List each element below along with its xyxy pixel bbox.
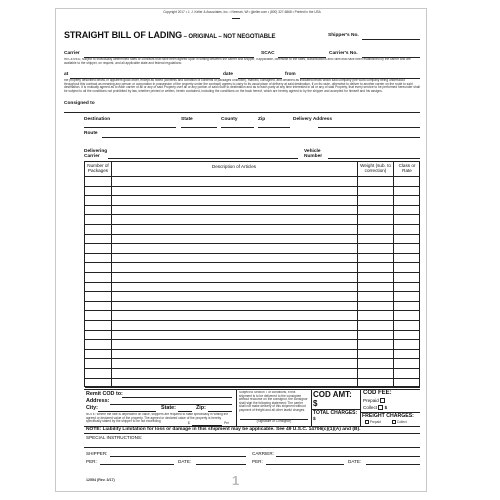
header-weight: Weight (sub. to correction): [360, 163, 391, 173]
freight-prepaid-option[interactable]: [365, 420, 381, 424]
table-row[interactable]: [85, 176, 420, 177]
special-instructions-label: SPECIAL INSTRUCTIONS:: [86, 435, 143, 440]
city-label: City:: [86, 405, 98, 411]
destination-field[interactable]: [84, 127, 176, 128]
delivery-address-field[interactable]: [318, 127, 420, 128]
table-row[interactable]: [85, 262, 420, 263]
value-note: NOTE: Where the rate is dependent on value, shippers are required to state specifically in writing the agreed or declared value of the property. The agreed or declared value of the property is hereby specifically stated by the shipper to be not exceeding: [86, 413, 229, 424]
zip-field[interactable]: [258, 127, 290, 128]
cod-prepaid-checkbox[interactable]: [380, 398, 385, 403]
from-label: from: [285, 72, 296, 77]
header-packages: Number of Packages: [87, 163, 109, 173]
carrier-date-label: DATE:: [348, 459, 362, 464]
table-row[interactable]: [85, 301, 420, 302]
freight-charges-label: FREIGHT CHARGES:: [362, 413, 414, 419]
table-row[interactable]: [85, 291, 420, 292]
cod-collect-dollar: $: [384, 405, 388, 410]
cod-prepaid-label: Prepaid: [363, 398, 379, 403]
vehicle-number-field[interactable]: [328, 158, 420, 159]
zip-label: Zip: [258, 117, 266, 122]
shippers-no-field[interactable]: [362, 39, 420, 40]
date-label: date: [223, 72, 233, 77]
divider: [360, 389, 361, 426]
cod-prepaid-option[interactable]: [363, 398, 385, 403]
title-sub: – ORIGINAL – NOT NEGOTIABLE: [182, 34, 276, 40]
vehicle-number-label: Vehicle Number: [304, 149, 323, 159]
route-label: Route: [84, 131, 98, 136]
carrier-sig-label: CARRIER:: [252, 451, 274, 456]
shippers-no-label: Shipper's No.: [328, 33, 359, 38]
header-description: Description of Articles: [211, 164, 257, 169]
form-number: 12554 (Rev. 3/17): [86, 478, 115, 482]
liability-note: NOTE: Liability Limitation for loss or damage in this shipment may be applicable. See 49 U.S.C. 14706(c)(1)(A) and (B).: [86, 427, 361, 432]
table-row[interactable]: [85, 272, 420, 273]
total-dollar: $: [313, 417, 316, 422]
zip-label-remit: Zip:: [196, 405, 206, 411]
table-row[interactable]: [85, 339, 420, 340]
state-label-remit: State:: [161, 405, 176, 411]
freight-collect-checkbox[interactable]: [392, 420, 396, 424]
property-text: the property described below, in apparent good order, except as noted (contents and condition of contents of packages unknown), marked, consigned, and destined as indicated below which said company (the word company being understood throughout this contract as meaning any person or corporation in possession of the property under the contract) agrees to carry to its usual place of delivery at said destination, if on its route, otherwise to deliver to another carrier on the route to said destination. It is mutually agreed as to each carrier of all or any of said Property over all or any portion of said route to destination and as to each party at any time interested in all or any of said Property, that every service to be performed hereunder shall be subject to all the conditions not prohibited by law, whether printed or written, herein contained, including the conditions on the back hereof, which are hereby agreed to by the shipper and accepted for himself and his assigns.: [64, 79, 420, 93]
shipper-label: SHIPPER:: [86, 451, 108, 456]
delivery-address-label: Delivery Address: [293, 117, 333, 122]
carriers-no-label: Carrier's No.: [329, 51, 358, 56]
bill-of-lading-form: [55, 8, 427, 492]
cod-collect-label: Collect: [363, 405, 378, 410]
table-row[interactable]: [85, 205, 420, 206]
special-instructions-field[interactable]: [84, 447, 420, 448]
state-field[interactable]: [181, 127, 217, 128]
destination-label: Destination: [84, 117, 111, 122]
form-title: [64, 30, 275, 40]
freight-collect-label: Collect: [396, 419, 407, 424]
table-row[interactable]: [85, 253, 420, 254]
carrier-per-label: PER:: [252, 459, 263, 464]
copyright-line: Copyright 2017 • J. J. Keller & Associates, Inc. • Neenah, WI • jjkeller.com • (800) 327-6868 • Printed in the USA: [163, 10, 321, 14]
articles-table: [84, 161, 420, 387]
county-field[interactable]: [221, 127, 254, 128]
freight-prepaid-label: Prepaid: [369, 419, 381, 424]
shipper-field[interactable]: [110, 456, 246, 457]
cod-collect-checkbox[interactable]: [378, 405, 383, 410]
table-row[interactable]: [85, 186, 420, 187]
table-row[interactable]: [85, 358, 420, 359]
shipper-date-label: DATE:: [178, 459, 192, 464]
route-field[interactable]: [102, 137, 420, 138]
total-charges-label: TOTAL CHARGES:: [313, 410, 358, 416]
table-row[interactable]: [85, 330, 420, 331]
delivering-carrier-label: Delivering Carrier: [84, 149, 108, 159]
carrier-sig-field[interactable]: [276, 456, 420, 457]
received-text: RECEIVED, subject to individually determined rates or contracts that have been agreed upon in writing between the carrier and shipper, if applicable, otherwise to the rates, classifications and rules that have been established by the carrier and are available to the shipper, on request, and all applicable state and federal regulations:: [64, 58, 411, 65]
table-row[interactable]: [85, 214, 420, 215]
state-label: State: [181, 117, 193, 122]
section7-text: Subject to Section 7 of conditions, if this shipment is to be delivered to the consignee without recourse on the consignor, the consignor shall sign the following statement: The carrier shall not make delivery of this shipment without payment of freight and all other lawful charges.: [239, 391, 308, 412]
table-row[interactable]: [85, 195, 420, 196]
cod-dollar: $: [313, 399, 318, 408]
header-class: Class or Rate: [398, 163, 416, 173]
table-row[interactable]: [85, 378, 420, 379]
remit-cod-label: Remit COD to:: [86, 391, 123, 397]
zip-field-remit[interactable]: [208, 411, 232, 412]
shipper-date-field[interactable]: [196, 464, 246, 465]
value-dollar: $: [188, 421, 190, 425]
cod-fee-label: COD FEE:: [363, 390, 392, 396]
delivering-carrier-field[interactable]: [108, 158, 298, 159]
copy-number: 1: [232, 473, 240, 488]
carrier-per-field[interactable]: [266, 464, 344, 465]
signature-caption: (Signature of Consignor): [256, 419, 292, 423]
freight-collect-option[interactable]: [392, 420, 407, 424]
divider: [232, 18, 240, 19]
shipper-per-field[interactable]: [100, 464, 174, 465]
carrier-date-field[interactable]: [366, 464, 420, 465]
shipper-per-label: PER:: [86, 459, 97, 464]
table-row[interactable]: [85, 320, 420, 321]
cod-amt-label: COD AMT:: [313, 390, 352, 399]
table-row[interactable]: [85, 243, 420, 244]
divider: [84, 433, 420, 434]
table-row[interactable]: [85, 224, 420, 225]
freight-prepaid-checkbox[interactable]: [365, 420, 369, 424]
table-row[interactable]: [85, 310, 420, 311]
table-row[interactable]: [85, 368, 420, 369]
table-row[interactable]: [85, 349, 420, 350]
carrier-label: Carrier: [64, 51, 80, 56]
table-row[interactable]: [85, 234, 420, 235]
divider: [236, 389, 237, 426]
title-main: STRAIGHT BILL OF LADING: [64, 30, 183, 40]
scac-label: SCAC: [261, 51, 275, 56]
city-field[interactable]: [98, 411, 156, 412]
cod-collect-option[interactable]: [363, 405, 387, 410]
divider: [311, 389, 312, 426]
consigned-to-label: Consigned to: [64, 101, 95, 106]
state-field-remit[interactable]: [178, 411, 192, 412]
remit-cod-field[interactable]: [122, 397, 232, 398]
table-row[interactable]: [85, 282, 420, 283]
at-label: at: [64, 72, 69, 77]
value-per: Per: [224, 421, 229, 425]
county-label: County: [221, 117, 238, 122]
consigned-to-field[interactable]: [64, 112, 420, 113]
address-label: Address:: [86, 398, 110, 404]
